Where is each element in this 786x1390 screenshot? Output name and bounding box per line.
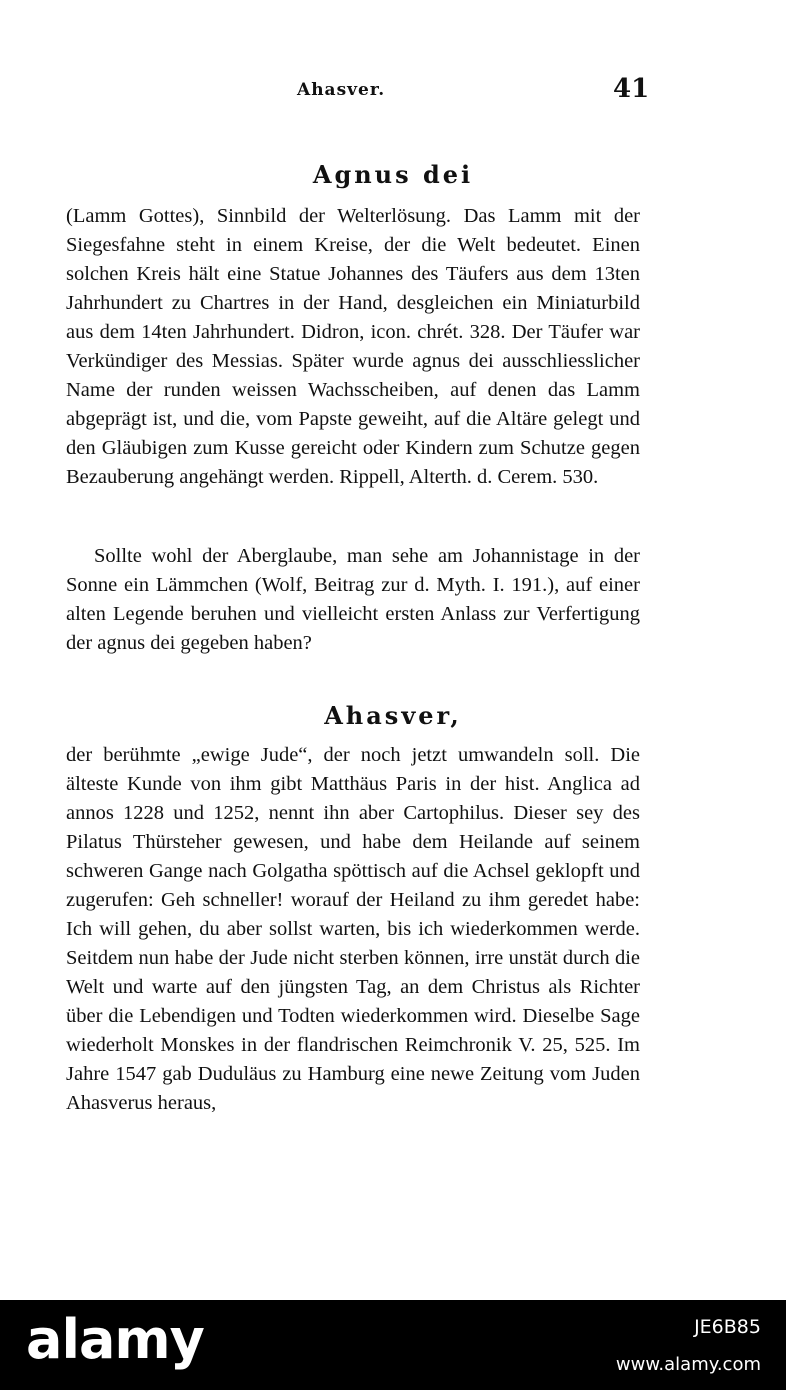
page-number: 41 <box>613 74 650 104</box>
entry-paragraph: der berühmte „ewige Jude“, der noch jetzt umwandeln soll. Die älteste Kunde von ihm gibt Matthäus Paris in der hist. Anglica ad annos 1228 und 1252, nennt ihn aber Cartophilus. Dieser sey des Pilatus Thürsteher gewesen, und habe dem Heilande auf seinem schweren Gange nach Golgatha spöttisch auf die Achsel geklopft und zugerufen: Geh schneller! worauf der Heiland zu ihm geredet habe: Ich will gehen, du aber sollst warten, bis ich wiederkommen werde. Seitdem nun habe der Jude nicht sterben können, irre unstät durch die Welt und warte auf den jüngsten Tag, an dem Christus als Richter über die Lebendigen und Todten wiederkommen wird. Dieselbe Sage wiederholt Monskes in der flandrischen Reimchronik V. 25, 525. Im Jahre 1547 gab Duduläus zu Hamburg eine newe Zeitung vom Juden Ahasverus heraus, <box>66 744 640 1114</box>
watermark-url: www.alamy.com <box>615 1354 761 1375</box>
alamy-logo: alamy <box>26 1308 204 1371</box>
image-id: JE6B85 <box>694 1316 761 1338</box>
watermark-band <box>0 1300 786 1390</box>
entry-paragraph: (Lamm Gottes), Sinnbild der Welterlösung. Das Lamm mit der Siegesfahne steht in einem Kreise, der die Welt bedeutet. Einen solchen Kreis hält eine Statue Johannes des Täufers aus dem 13ten Jahrhundert zu Chartres in der Hand, desgleichen ein Miniaturbild aus dem 14ten Jahrhundert. Didron, icon. chrét. 328. Der Täufer war Verkündiger des Messias. Später wurde agnus dei ausschliesslicher Name der runden weissen Wachsscheiben, auf denen das Lamm abgeprägt ist, und die, vom Papste geweiht, auf die Altäre gelegt und den Gläubigen zum Kusse gereicht oder Kindern zum Schutze gegen Bezauberung angehängt werden. Rippell, Alterth. d. Cerem. 530. <box>66 205 640 488</box>
running-title: Ahasver. <box>297 80 386 100</box>
entry-heading-ahasver: Ahasver, <box>324 701 462 730</box>
entry-heading-agnus-dei: Agnus dei <box>312 160 474 189</box>
entry-paragraph: Sollte wohl der Aberglaube, man sehe am Johannistage in der Sonne ein Lämmchen (Wolf, Beitrag zur d. Myth. I. 191.), auf einer alten Legende beruhen und vielleicht ersten Anlass zur Verfertigung der agnus dei gegeben haben? <box>66 545 640 654</box>
running-head <box>0 74 786 110</box>
